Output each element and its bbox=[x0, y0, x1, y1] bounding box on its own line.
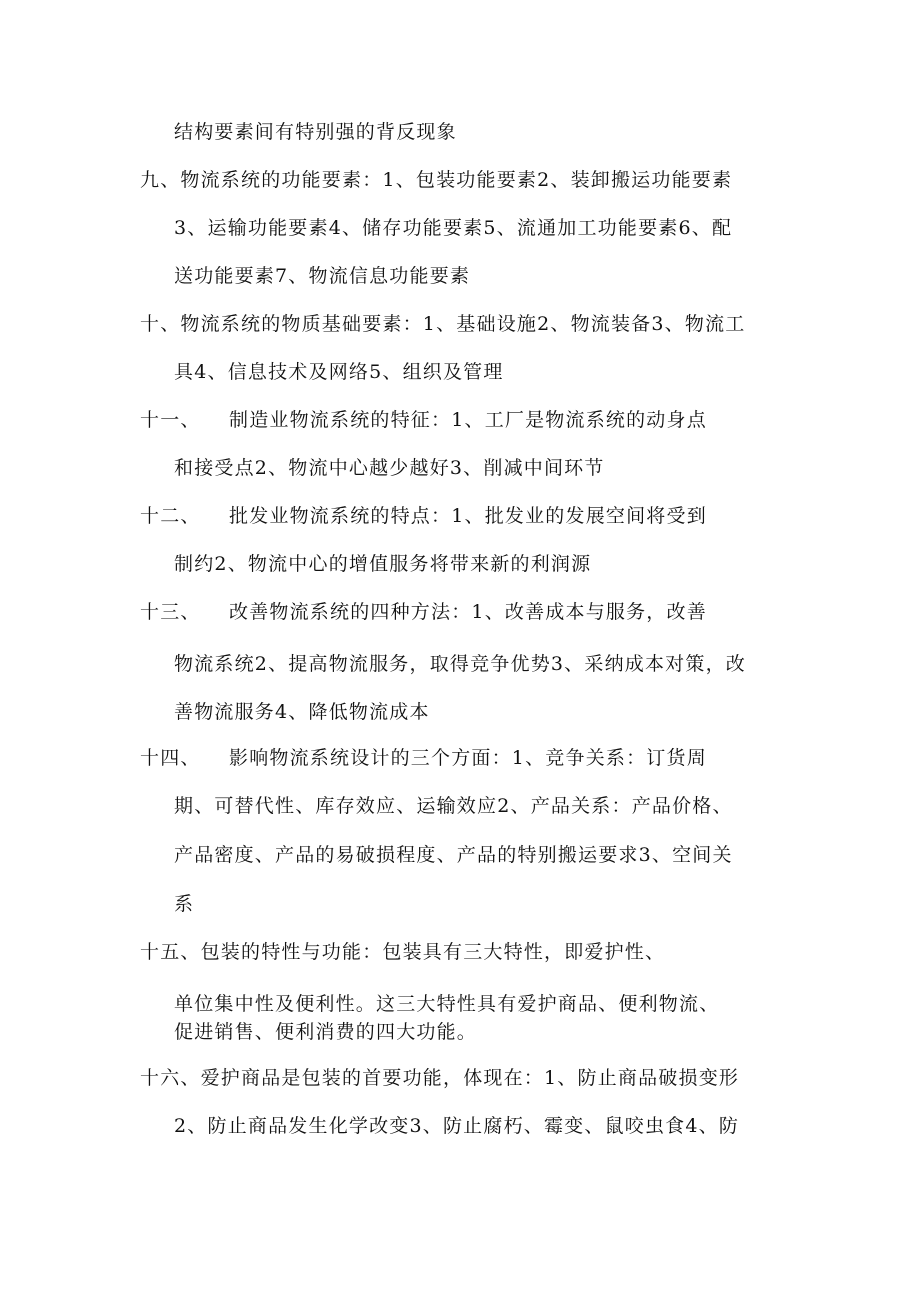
section-10-heading: 十、物流系统的物质基础要素：1、基础设施2、物流装备3、物流工 bbox=[140, 313, 746, 335]
section-11-number: 十一、 bbox=[140, 409, 201, 431]
section-11-heading: 制造业物流系统的特征：1、工厂是物流系统的动身点 bbox=[229, 409, 707, 431]
section-14-heading: 影响物流系统设计的三个方面：1、竞争关系：订货周 bbox=[229, 747, 707, 769]
text-line: 物流系统2、提高物流服务，取得竞争优势3、采纳成本对策，改 bbox=[174, 653, 746, 675]
section-15-heading: 十五、包装的特性与功能：包装具有三大特性，即爱护性、 bbox=[140, 941, 666, 963]
text-line: 3、运输功能要素4、储存功能要素5、流通加工功能要素6、配 bbox=[174, 217, 733, 239]
section-12-number: 十二、 bbox=[140, 505, 201, 527]
section-13-heading: 改善物流系统的四种方法：1、改善成本与服务，改善 bbox=[229, 601, 707, 623]
text-line: 促进销售、便利消费的四大功能。 bbox=[174, 1021, 478, 1043]
section-16-heading: 十六、爱护商品是包装的首要功能，体现在：1、防止商品破损变形 bbox=[140, 1067, 740, 1089]
text-line: 具4、信息技术及网络5、组织及管理 bbox=[174, 361, 504, 383]
text-line: 期、可替代性、库存效应、运输效应2、产品关系：产品价格、 bbox=[174, 795, 733, 817]
text-line: 送功能要素7、物流信息功能要素 bbox=[174, 265, 471, 287]
text-line: 单位集中性及便利性。这三大特性具有爱护商品、便利物流、 bbox=[174, 993, 720, 1015]
section-14-number: 十四、 bbox=[140, 747, 201, 769]
section-9-heading: 九、物流系统的功能要素：1、包装功能要素2、装卸搬运功能要素 bbox=[140, 169, 733, 191]
text-line: 2、防止商品发生化学改变3、防止腐朽、霉变、鼠咬虫食4、防 bbox=[174, 1115, 740, 1137]
text-line: 产品密度、产品的易破损程度、产品的特别搬运要求3、空间关 bbox=[174, 844, 733, 866]
text-line: 和接受点2、物流中心越少越好3、削减中间环节 bbox=[174, 457, 605, 479]
text-line: 制约2、物流中心的增值服务将带来新的利润源 bbox=[174, 553, 592, 575]
text-line: 善物流服务4、降低物流成本 bbox=[174, 701, 430, 723]
text-line: 系 bbox=[174, 893, 195, 915]
section-12-heading: 批发业物流系统的特点：1、批发业的发展空间将受到 bbox=[229, 505, 707, 527]
section-13-number: 十三、 bbox=[140, 601, 201, 623]
text-line: 结构要素间有特别强的背反现象 bbox=[174, 121, 457, 143]
